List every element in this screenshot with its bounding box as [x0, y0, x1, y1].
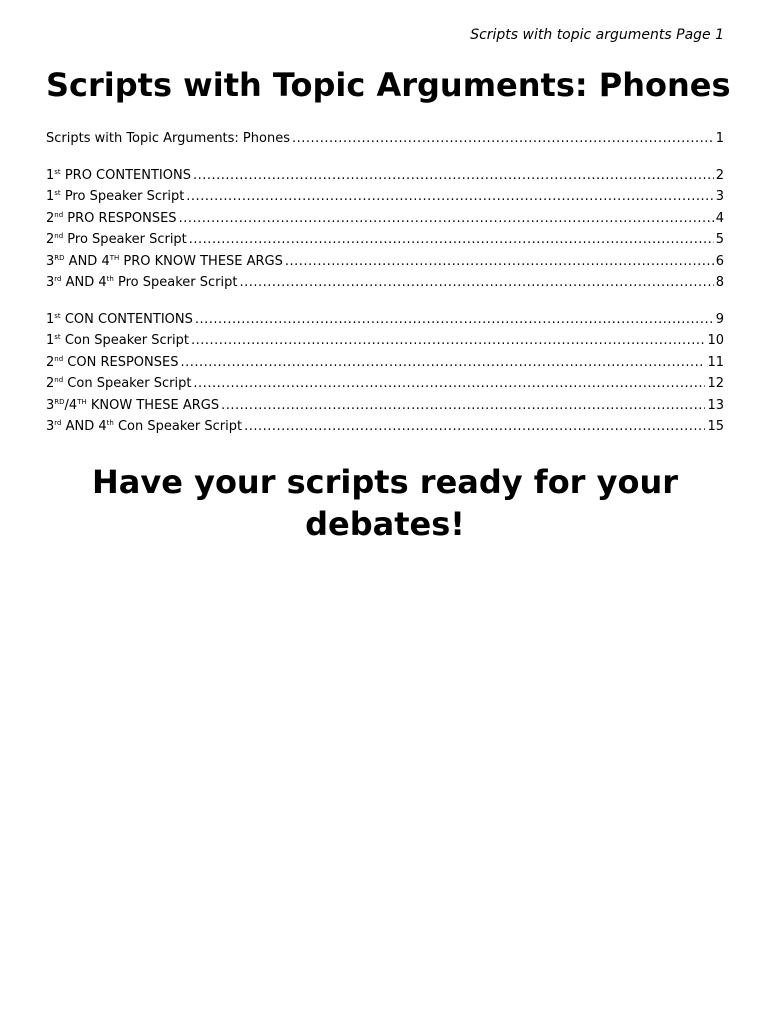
toc-entry[interactable] — [46, 395, 724, 417]
dot-leader — [221, 395, 705, 417]
toc-label-text: AND 4 — [64, 253, 110, 269]
dot-leader — [285, 251, 714, 273]
ordinal-suffix: TH — [77, 397, 87, 406]
closing-line-1: Have your scripts ready for your — [92, 463, 678, 501]
toc-entry-label — [46, 229, 187, 251]
ordinal-suffix: rd — [54, 419, 62, 427]
toc-label-text: 1 — [46, 167, 55, 183]
ordinal-suffix: rd — [54, 275, 62, 283]
toc-page-number: 12 — [707, 376, 724, 391]
toc-entry[interactable] — [46, 352, 724, 374]
dot-leader — [193, 373, 705, 395]
ordinal-suffix: nd — [54, 354, 64, 363]
toc-page-number: 2 — [715, 167, 724, 183]
toc-page-number: 1 — [715, 131, 724, 146]
ordinal-suffix: st — [54, 189, 61, 197]
ordinal-suffix: nd — [54, 232, 64, 240]
ordinal-suffix: st — [54, 333, 61, 341]
page-header: Scripts with topic arguments Page 1 — [470, 27, 724, 43]
toc-page-number: 5 — [715, 232, 724, 247]
toc-page-number: 9 — [715, 311, 724, 327]
toc-page-number: 15 — [707, 419, 724, 434]
table-of-contents — [46, 128, 724, 453]
ordinal-suffix: nd — [54, 376, 64, 384]
dot-leader — [186, 186, 713, 208]
toc-entry-label — [46, 395, 219, 417]
toc-entry[interactable] — [46, 251, 724, 273]
toc-label-text: 3 — [46, 253, 55, 269]
toc-entry-label — [46, 373, 191, 395]
toc-entry[interactable] — [46, 330, 724, 352]
toc-label-text: Con Speaker Script — [113, 419, 243, 434]
toc-label-text: 3 — [46, 275, 55, 290]
toc-label-text: 2 — [46, 232, 55, 247]
dot-leader — [193, 165, 714, 187]
toc-label-text: PRO KNOW THESE ARGS — [119, 253, 283, 269]
toc-label-text: Con Speaker Script — [60, 333, 189, 348]
toc-label-text: /4 — [64, 397, 78, 413]
toc-entry[interactable] — [46, 165, 724, 187]
dot-leader — [239, 272, 713, 294]
toc-label-text: AND 4 — [61, 419, 107, 434]
toc-entry-label — [46, 272, 237, 294]
toc-page-number: 11 — [707, 354, 724, 370]
ordinal-suffix: RD — [54, 253, 65, 262]
toc-page-number: 10 — [707, 333, 724, 348]
ordinal-suffix: th — [106, 275, 114, 283]
toc-group — [46, 165, 724, 294]
ordinal-suffix: st — [54, 311, 61, 320]
toc-page-number: 6 — [715, 253, 724, 269]
toc-label-text: PRO CONTENTIONS — [60, 167, 191, 183]
toc-group — [46, 128, 724, 150]
toc-label-text: PRO RESPONSES — [63, 210, 177, 226]
toc-page-number: 13 — [707, 397, 724, 413]
toc-label-text: Con Speaker Script — [63, 376, 192, 391]
toc-entry[interactable] — [46, 309, 724, 331]
dot-leader — [195, 309, 714, 331]
document-title: Scripts with Topic Arguments: Phones — [46, 66, 731, 104]
toc-entry[interactable] — [46, 186, 724, 208]
toc-page-number: 4 — [715, 210, 724, 226]
toc-entry[interactable] — [46, 373, 724, 395]
toc-entry[interactable] — [46, 229, 724, 251]
toc-entry-label — [46, 251, 283, 273]
ordinal-suffix: nd — [54, 210, 64, 219]
dot-leader — [179, 208, 714, 230]
dot-leader — [180, 352, 705, 374]
toc-label-text: CON CONTENTIONS — [60, 311, 193, 327]
toc-label-text: 2 — [46, 210, 55, 226]
toc-group — [46, 309, 724, 438]
toc-label-text: Scripts with Topic Arguments: Phones — [46, 131, 290, 146]
toc-entry-label — [46, 165, 191, 187]
toc-label-text: KNOW THESE ARGS — [86, 397, 220, 413]
toc-entry[interactable] — [46, 272, 724, 294]
toc-label-text: 2 — [46, 354, 55, 370]
toc-label-text: 3 — [46, 419, 55, 434]
toc-label-text: 1 — [46, 333, 55, 348]
toc-entry[interactable] — [46, 128, 724, 150]
ordinal-suffix: RD — [54, 397, 65, 406]
toc-entry-label — [46, 309, 193, 331]
closing-message — [0, 462, 770, 545]
toc-label-text: 1 — [46, 311, 55, 327]
dot-leader — [244, 416, 705, 438]
toc-label-text: 1 — [46, 189, 55, 204]
toc-label-text: Pro Speaker Script — [60, 189, 185, 204]
toc-entry-label — [46, 128, 290, 150]
toc-entry-label — [46, 186, 184, 208]
closing-line-2: debates! — [305, 504, 465, 543]
toc-label-text: AND 4 — [61, 275, 107, 290]
toc-entry-label — [46, 416, 242, 438]
ordinal-suffix: st — [54, 167, 61, 176]
toc-label-text: Pro Speaker Script — [63, 232, 187, 247]
toc-label-text: 2 — [46, 376, 55, 391]
ordinal-suffix: TH — [109, 253, 120, 262]
dot-leader — [191, 330, 706, 352]
toc-label-text: CON RESPONSES — [63, 354, 179, 370]
toc-page-number: 3 — [715, 189, 724, 204]
toc-label-text: 3 — [46, 397, 55, 413]
ordinal-suffix: th — [106, 419, 114, 427]
dot-leader — [292, 128, 714, 150]
toc-entry[interactable] — [46, 208, 724, 230]
toc-entry[interactable] — [46, 416, 724, 438]
toc-entry-label — [46, 352, 178, 374]
toc-entry-label — [46, 330, 189, 352]
toc-entry-label — [46, 208, 177, 230]
dot-leader — [189, 229, 714, 251]
toc-label-text: Pro Speaker Script — [113, 275, 238, 290]
toc-page-number: 8 — [715, 275, 724, 290]
